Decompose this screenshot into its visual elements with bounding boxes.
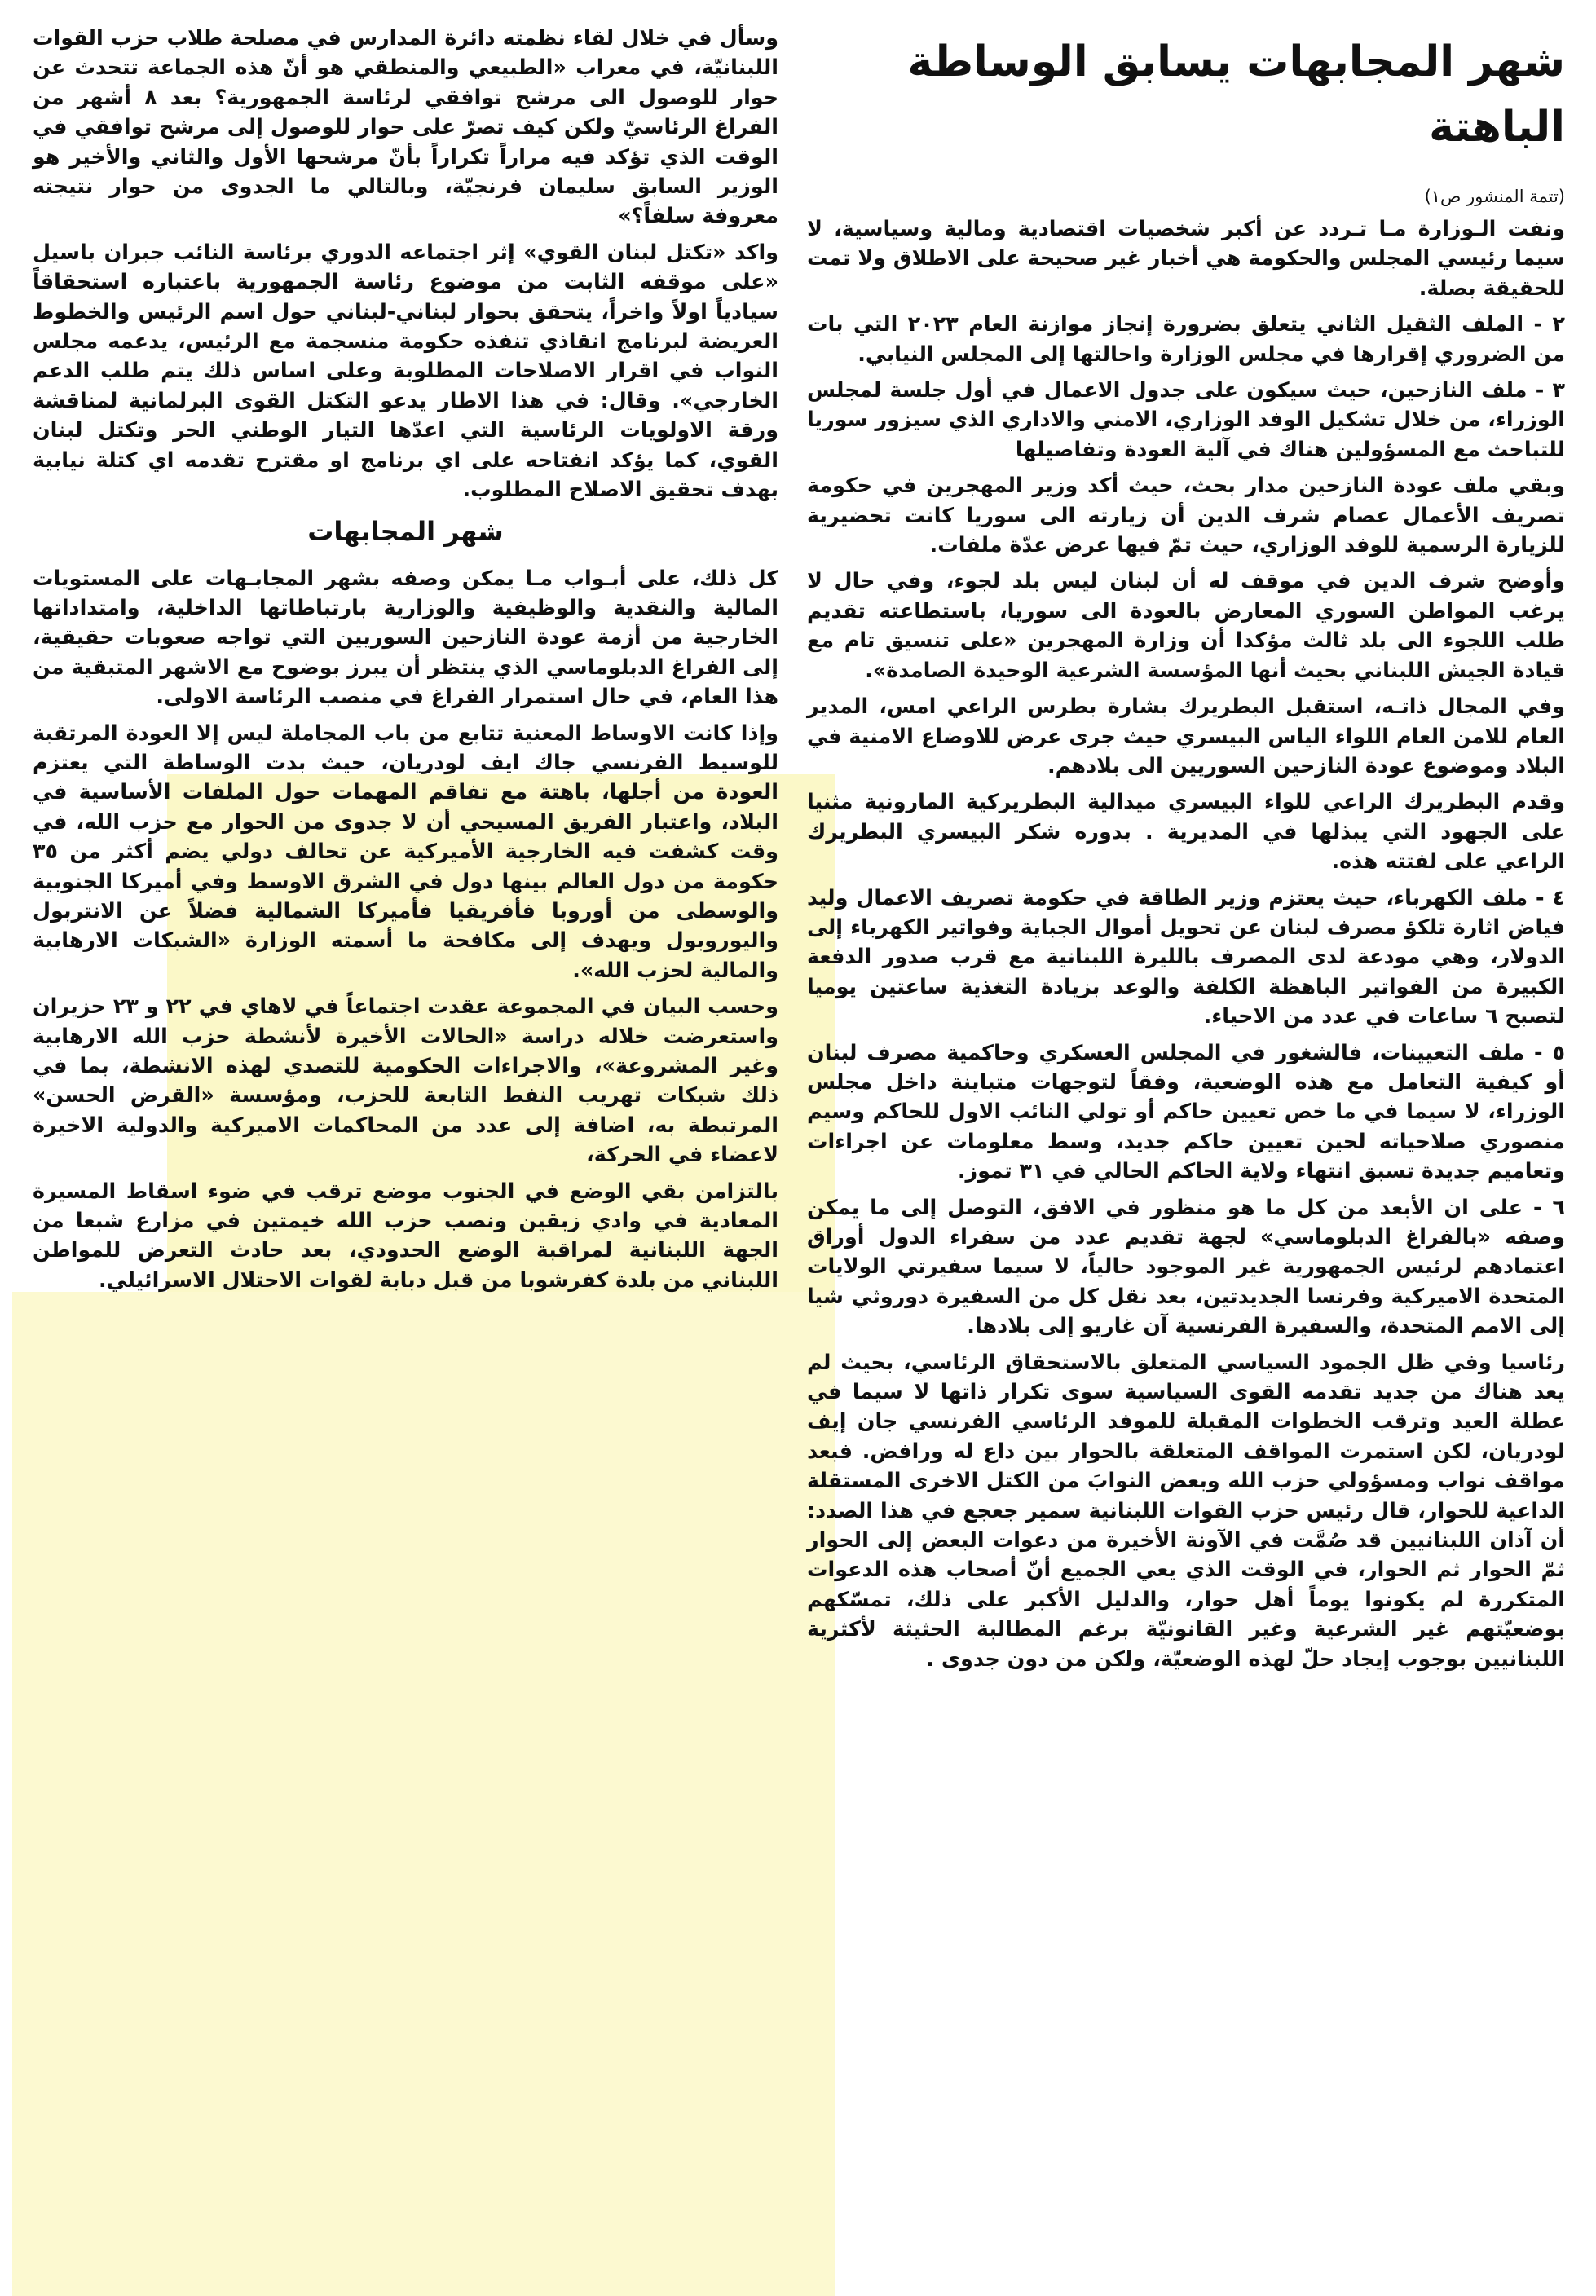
paragraph: ٤ - ملف الكهرباء، حيث يعتزم وزير الطاقة في حكومة تصريف الاعمال وليد فياض اثارة تلكؤ مصرف لبنان عن تحويل أموال الجباية وفواتير الكهرباء إلى الدولار، وهي مودعة لدى المصرف بالليرة اللبنانية مع قرب صدور الدفعة الكبيرة من الفواتير الباهظة الكلفة والوعد بزيادة التغذية ساعتين يوميا لتصبح ٦ ساعات في عدد من الاحياء. xyxy=(807,884,1565,1029)
subheading: شهر المجابهات xyxy=(307,515,504,547)
paragraph: واكد «تكتل لبنان القوي» إثر اجتماعه الدوري برئاسة النائب جبران باسيل «على موقفه الثابت من موضوع رئاسة الجمهورية باعتباره استحقاقاً سيادياً اولاً واخراً، يتحقق بحوار لبناني-لبناني حول اسم الرئيس والخطوط العريضة لبرنامج انقاذي تنفذه حكومة منسجمة مع الرئيس، يدعمه مجلس النواب في اقرار الاصلاحات المطلوبة وعلى اساس ذلك يتم طلب الدعم الخارجي». وقال: في هذا الاطار يدعو التكتل القوى البرلمانية لمناقشة ورقة الاولويات الرئاسية التي اعدّها التيار الوطني الحر وتكتل لبنان القوي، كما يؤكد انفتاحه على اي برنامج او مقترح تقدمه اي كتلة نيابية بهدف تحقيق الاصلاح المطلوب. xyxy=(33,239,778,502)
highlight-region xyxy=(12,1292,835,2296)
paragraph: وأوضح شرف الدين في موقف له أن لبنان ليس بلد لجوء، وفي حال لا يرغب المواطن السوري المعارض بالعودة الى سوريا، باستطاعته تقديم طلب اللجوء الى بلد ثالث مؤكدا أن وزارة المهجرين «على تنسيق تام مع قيادة الجيش اللبناني بحيث أنها المؤسسة الشرعية الوحيدة الصامدة». xyxy=(807,568,1565,682)
headline: شهر المجابهات يسابق الوساطة الباهتة xyxy=(907,37,1565,152)
paragraph: كل ذلك، على أبـواب مـا يمكن وصفه بشهر المجابـهات على المستويات المالية والنقدية والوظيفية والوزارية بارتباطاتها الداخلية، وامتداداتها الخارجية من أزمة عودة النازحين السوريين التي تواجه صعوبات حقيقية، إلى الفراغ الدبلوماسي الذي ينتظر أن يبرز بوضوح مع الاشهر المتبقية من هذا العام، في حال استمرار الفراغ في منصب الرئاسة الاولى. xyxy=(33,565,778,709)
left-column xyxy=(33,23,778,1301)
paragraph: ٢ - الملف الثقيل الثاني يتعلق بضرورة إنجاز موازنة العام ٢٠٢٣ التي بات من الضروري إقرارها في مجلس الوزارة واحالتها إلى المجلس النيابي. xyxy=(807,311,1565,366)
paragraph: ونفت الـوزارة مـا تـردد عن أكبر شخصيات اقتصادية ومالية وسياسية، لا سيما رئيسي المجلس والحكومة هي أخبار غير صحيحة على الاطلاق ولا تمت للحقيقة بصلة. xyxy=(807,216,1565,300)
paragraph: رئاسيا وفي ظل الجمود السياسي المتعلق بالاستحقاق الرئاسي، بحيث لم يعد هناك من جديد تقدمه القوى السياسية سوى تكرار ذاتها لا سيما في عطلة العيد وترقب الخطوات المقبلة للموفد الرئاسي الفرنسي جان إيف لودريان، لكن استمرت المواقف المتعلقة بالحوار بين داع له ورافض. فبعد مواقف نواب ومسؤولي حزب الله وبعض النوابَ من الكتل الاخرى المستقلة الداعية للحوار، قال رئيس حزب القوات اللبنانية سمير جعجع في هذا الصدد: أن آذان اللبنانيين قد صُمَّت في الآونة الأخيرة من دعوات البعض إلى الحوار ثمّ الحوار ثم الحوار، في الوقت الذي يعي الجميع أنّ أصحاب هذه الدعوات المتكررة لم يكونوا يوماً أهل حوار، والدليل الأكبر على ذلك، تمسّكهم بوضعيّتهم غير الشرعية وغير القانونيّة برغم المطالبة الحثيثة لأكثرية اللبنانيين بوجوب إيجاد حلّ لهذه الوضعيّة، ولكن من دون جدوى . xyxy=(807,1349,1565,1671)
paragraph: بالتزامن بقي الوضع في الجنوب موضع ترقب في ضوء اسقاط المسيرة المعادية في وادي زبقين ونصب حزب الله خيمتين في مزارع شبعا من الجهة اللبنانية لمراقبة الوضع الحدودي، بعد حادث التعرض للمواطن اللبناني من بلدة كفرشوبا من قبل دبابة لقوات الاحتلال الاسرائيلي. xyxy=(33,1178,778,1292)
paragraph: ٦ - على ان الأبعد من كل ما هو منظور في الافق، التوصل إلى ما يمكن وصفه «بالفراغ الدبلوماسي» لجهة تقديم عدد من سفراء الدول أوراق اعتمادهم لرئيس الجمهورية غير الموجود حالياً، لا سيما سفيرتي الولايات المتحدة الاميركية وفرنسا الجديدتين، بعد نقل كل من السفيرة دوروثي شيا إلى الامم المتحدة، والسفيرة الفرنسية آن غاريو إلى بلادها. xyxy=(807,1194,1565,1338)
paragraph: وسأل في خلال لقاء نظمته دائرة المدارس في مصلحة طلاب حزب القوات اللبنانيّة، في معراب «الطبيعي والمنطقي هو أنّ هذه الجماعة تتحدث عن حوار للوصول الى مرشح توافقي لرئاسة الجمهورية؟ بعد ٨ أشهر من الفراغ الرئاسيّ ولكن كيف تصرّ على حوار للوصول إلى مرشح توافقي في الوقت الذي تؤكد فيه مراراً تكراراً بأنّ مرشحها الأول والثاني والأخير هو الوزير السابق سليمان فرنجيّة، وبالتالي ما الجدوى من حوار نتيجته معروفة سلفاً؟» xyxy=(33,25,778,228)
paragraph: وإذا كانت الاوساط المعنية تتابع من باب المجاملة ليس إلا العودة المرتقبة للوسيط الفرنسي جاك ايف لودريان، حيث بدت الوساطة التي يعتزم العودة من أجلها، باهتة مع تفاقم المهمات حول الملفات الأساسية في البلاد، واعتبار الفريق المسيحي أن لا جدوى من الحوار مع حزب الله، في وقت كشفت فيه الخارجية الأميركية عن تحالف دولي يضم أكثر من ٣٥ حكومة من دول العالم بينها دول في الشرق الاوسط وفي أميركا الجنوبية والوسطى من أوروبا فأفريقيا فأميركا الشمالية فضلاً عن الانتربول واليوروبول ويهدف إلى مكافحة ما أسمته الوزارة «الشبكات الارهابية والمالية لحزب الله». xyxy=(33,720,778,982)
paragraph: ٥ - ملف التعيينات، فالشغور في المجلس العسكري وحاكمية مصرف لبنان أو كيفية التعامل مع هذه الوضعية، وفقاً لتوجهات متباينة داخل مجلس الوزراء، لا سيما في ما خص تعيين حاكم أو تولي النائب الاول للحاكم وسيم منصوري صلاحياته لحين تعيين حاكم جديد، وسط معلومات عن اجراءات وتعاميم جديدة تسبق انتهاء ولاية الحاكم الحالي في ٣١ تموز. xyxy=(807,1039,1565,1183)
paragraph: وحسب البيان في المجموعة عقدت اجتماعاً في لاهاي في ٢٢ و ٢٣ حزيران واستعرضت خلاله دراسة «الحالات الأخيرة لأنشطة حزب الله الارهابية وغير المشروعة»، والاجراءات الحكومية للتصدي لهذه الانشطة، بما في ذلك شبكات تهريب النفط التابعة للحزب، ومؤسسة «القرض الحسن» المرتبطة به، اضافة إلى عدد من المحاكمات الاميركية والدولية الاخيرة لاعضاء في الحركة، xyxy=(33,994,778,1167)
right-column xyxy=(807,29,1565,1680)
continuation-note: (تتمة المنشور ص١) xyxy=(1424,187,1565,206)
paragraph: وقدم البطريرك الراعي للواء البيسري ميدالية البطريركية المارونية مثنيا على الجهود التي يبذلها في المديرية . بدوره شكر البيسري البطريرك الراعي على لفتته هذه. xyxy=(807,789,1565,874)
paragraph: وبقي ملف عودة النازحين مدار بحث، حيث أكد وزير المهجرين في حكومة تصريف الأعمال عصام شرف الدين أن زيارته الى سوريا كانت تحضيرية للزيارة الرسمية للوفد الوزاري، حيث تمّ فيها عرض عدّة ملفات. xyxy=(807,473,1565,557)
paragraph: ٣ - ملف النازحين، حيث سيكون على جدول الاعمال في أول جلسة لمجلس الوزراء، من خلال تشكيل الوفد الوزاري، الامني والاداري الذي سيزور سوريا للتباحث مع المسؤولين هناك في آلية العودة وتفاصيلها xyxy=(807,377,1565,461)
paragraph: وفي المجال ذاتـه، استقبل البطريرك بشارة بطرس الراعي امس، المدير العام للامن العام اللواء الياس البيسري حيث جرى عرض للاوضاع الامنية في البلاد وموضوع عودة النازحين السوريين الى بلادهم. xyxy=(807,694,1565,778)
